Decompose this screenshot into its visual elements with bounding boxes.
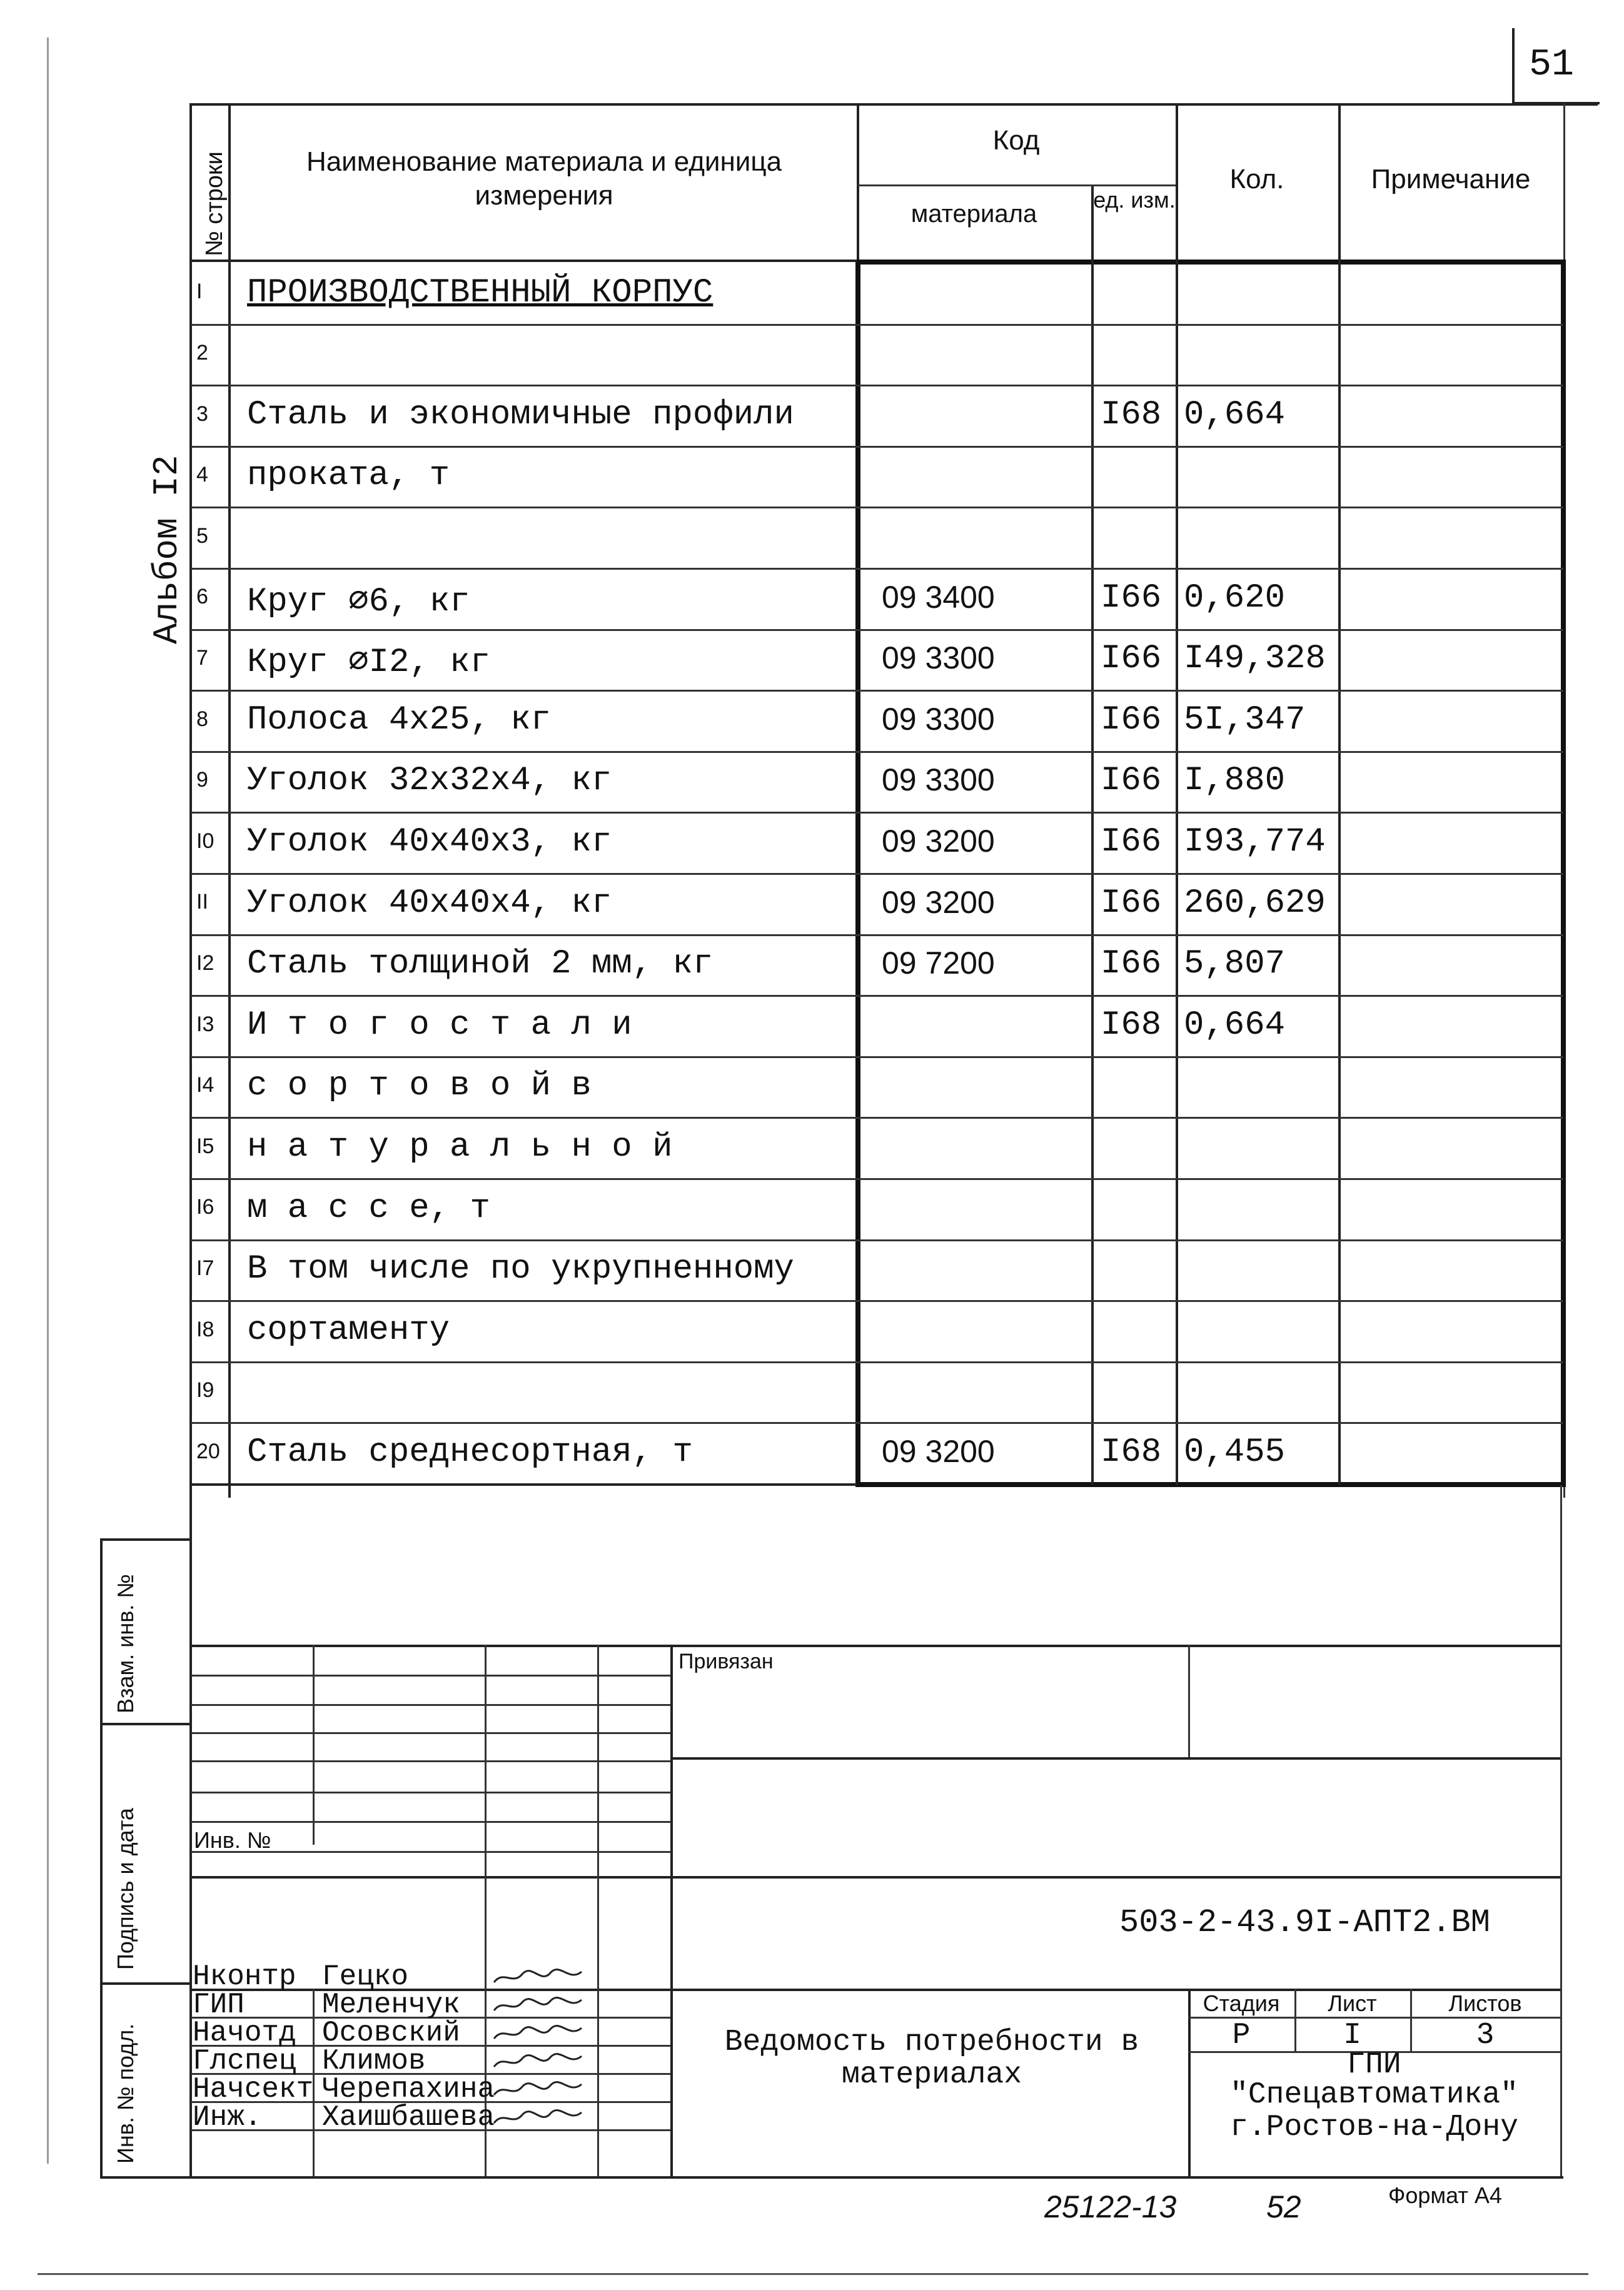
row-separator [191, 1056, 1563, 1058]
row-number: II [196, 890, 208, 914]
row-separator [191, 324, 1563, 326]
row-qty: 5,807 [1184, 945, 1286, 984]
stamp-bottom-line [100, 2176, 1563, 2179]
side-label-vzam: Взам. инв. № [113, 1573, 138, 1713]
row-separator [191, 1422, 1563, 1424]
code-subhead-line [857, 184, 1176, 186]
signature-name: Гецко [322, 1960, 409, 1993]
signature-name: Осовский [322, 2017, 460, 2049]
stamp-h1 [191, 1675, 672, 1677]
row-separator [191, 446, 1563, 448]
page-number-box-left [1512, 28, 1515, 103]
row-unit: I68 [1101, 395, 1162, 434]
row-name: проката, т [247, 456, 450, 495]
signature-role: Начотд [193, 2017, 296, 2049]
signature-scribble [491, 1995, 585, 2015]
stamp-v-privyazan [1188, 1645, 1190, 1757]
sheets-value: 3 [1476, 2019, 1495, 2052]
stamp-h5 [191, 1792, 672, 1793]
signature-scribble [491, 2079, 585, 2099]
row-number: I4 [196, 1073, 214, 1097]
row-qty: I,880 [1184, 762, 1286, 800]
table-row [0, 995, 1624, 1056]
footer-page: 52 [1266, 2189, 1301, 2224]
privyazan-label: Привязан [678, 1650, 774, 1673]
row-number: I7 [196, 1256, 214, 1280]
row-unit: I66 [1101, 578, 1162, 617]
sheets-label: Листов [1448, 1990, 1522, 2016]
signature-name: Черепахина [322, 2073, 495, 2106]
header-material: материала [910, 200, 1037, 228]
row-separator [191, 507, 1563, 508]
header-note: Примечание [1371, 164, 1531, 194]
row-name: Уголок 40х40х3, кг [247, 822, 612, 861]
row-number: I0 [196, 829, 214, 853]
sheet-value: I [1343, 2019, 1361, 2052]
org-line3: г.Ростов-на-Дону [1230, 2111, 1518, 2144]
signature-name: Хаишбашева [322, 2101, 495, 2134]
stage-label: Стадия [1203, 1990, 1280, 2016]
scan-edge-bottom [38, 2273, 1588, 2275]
row-name: Полоса 4х25, кг [247, 700, 552, 739]
stamp-h6 [191, 1821, 672, 1823]
row-separator [191, 568, 1563, 570]
row-number: I [196, 280, 203, 304]
row-number: I3 [196, 1012, 214, 1036]
page-number: 51 [1529, 44, 1575, 86]
stamp-privyazan-bottom [672, 1757, 1560, 1760]
table-row [0, 934, 1624, 996]
stamp-v-main [670, 1645, 673, 2176]
row-code: 09 3200 [882, 823, 995, 859]
stamp-h4 [191, 1760, 672, 1762]
row-unit: I66 [1101, 822, 1162, 861]
row-qty: 0,620 [1184, 578, 1286, 617]
table-row [0, 263, 1624, 324]
row-qty: I49,328 [1184, 640, 1326, 678]
row-name: Круг ∅6, кг [247, 582, 470, 621]
row-code: 09 3400 [882, 579, 995, 615]
row-name: ПРОИЗВОДСТВЕННЫЙ КОРПУС [247, 273, 714, 312]
inv-no-label: Инв. № [194, 1827, 271, 1853]
table-row [0, 324, 1624, 385]
table-row [0, 507, 1624, 568]
row-separator [191, 873, 1563, 875]
row-separator [191, 690, 1563, 692]
row-unit: I66 [1101, 945, 1162, 984]
row-number: I2 [196, 951, 214, 975]
row-number: 4 [196, 463, 208, 487]
row-number: 8 [196, 707, 208, 731]
table-row [0, 385, 1624, 446]
row-name: сортаменту [247, 1311, 450, 1349]
row-number: 6 [196, 585, 208, 609]
table-row [0, 690, 1624, 751]
scan-edge-left [47, 38, 49, 2164]
stamp-right-line [1560, 1485, 1562, 2176]
row-code: 09 3300 [882, 640, 995, 676]
table-row [0, 1422, 1624, 1483]
table-row [0, 1239, 1624, 1301]
table-row [0, 1056, 1624, 1117]
signature-scribble [491, 2023, 585, 2043]
row-number: I8 [196, 1317, 214, 1341]
row-qty: 0,455 [1184, 1433, 1286, 1471]
side-strip-left [100, 1538, 103, 2176]
row-name: Круг ∅I2, кг [247, 643, 490, 682]
row-name: с о р т о в о й в [247, 1067, 592, 1106]
header-rownum: № строки [201, 151, 228, 256]
row-separator [191, 1239, 1563, 1241]
row-number: 2 [196, 340, 208, 365]
stage-value: Р [1232, 2019, 1251, 2052]
header-bottom-line [191, 260, 857, 262]
stamp-v-role-a [313, 1645, 315, 1845]
table-row [0, 1117, 1624, 1178]
signature-scribble [491, 2051, 585, 2071]
row-number: 5 [196, 523, 208, 548]
row-qty: I93,774 [1184, 822, 1326, 861]
row-separator [191, 812, 1563, 814]
side-label-podpis: Подпись и дата [113, 1808, 138, 1970]
row-code: 09 3300 [882, 762, 995, 798]
row-code: 09 7200 [882, 946, 995, 981]
row-number: I9 [196, 1378, 214, 1403]
signature-name: Меленчук [322, 1989, 460, 2021]
row-unit: I66 [1101, 700, 1162, 739]
row-separator [191, 934, 1563, 936]
row-qty: 0,664 [1184, 1006, 1286, 1044]
signature-name: Климов [322, 2045, 426, 2077]
row-unit: I66 [1101, 640, 1162, 678]
table-row [0, 1361, 1624, 1423]
row-separator [191, 629, 1563, 631]
row-separator [191, 385, 1563, 386]
row-separator [191, 751, 1563, 753]
signature-scribble [491, 1967, 585, 1987]
signature-role: Глспец [193, 2045, 296, 2077]
row-unit: I66 [1101, 884, 1162, 922]
row-separator [191, 1178, 1563, 1180]
table-row [0, 1300, 1624, 1361]
row-code: 09 3200 [882, 884, 995, 920]
header-name: Наименование материала и единица измерения [306, 146, 782, 211]
org-line1: ГПИ [1347, 2048, 1401, 2082]
table-row [0, 629, 1624, 690]
row-name: Сталь и экономичные профили [247, 395, 794, 434]
row-number: 9 [196, 768, 208, 792]
header-unit: ед. изм. [1093, 187, 1176, 213]
side-strip-top [100, 1538, 191, 1541]
handwritten-number: 25122-13 [1044, 2189, 1177, 2224]
row-separator [191, 995, 1563, 997]
table-row [0, 446, 1624, 507]
table-row [0, 873, 1624, 934]
header-code: Код [992, 125, 1040, 156]
row-number: I6 [196, 1195, 214, 1219]
side-strip-sep2 [100, 1982, 191, 1985]
row-name: Уголок 40х40х4, кг [247, 884, 612, 922]
row-number: I5 [196, 1134, 214, 1158]
album-label: Альбом I2 [147, 455, 187, 644]
row-separator [191, 1361, 1563, 1363]
signature-role: Инж. [193, 2101, 262, 2134]
table-row [0, 751, 1624, 812]
row-code: 09 3200 [882, 1433, 995, 1469]
doc-code: 503-2-43.9I-АПТ2.ВМ [1119, 1904, 1490, 1941]
row-qty: 5I,347 [1184, 700, 1306, 739]
signature-scribble [491, 2107, 585, 2127]
sheet-label: Лист [1328, 1990, 1377, 2016]
row-unit: I68 [1101, 1433, 1162, 1471]
stamp-v-sign [597, 1645, 599, 2176]
row-unit: I68 [1101, 1006, 1162, 1044]
signature-role: Нконтр [193, 1960, 296, 1993]
row-name: И т о г о с т а л и [247, 1006, 632, 1044]
stamp-top-line [191, 1645, 1560, 1647]
table-body-bottom [191, 1483, 857, 1486]
format-label: Формат А4 [1388, 2182, 1502, 2208]
stamp-h3 [191, 1732, 672, 1734]
stamp-h2 [191, 1704, 672, 1706]
stamp-doc-top [191, 1876, 1560, 1879]
table-row [0, 812, 1624, 873]
row-name: Сталь среднесортная, т [247, 1433, 693, 1471]
row-name: н а т у р а л ь н о й [247, 1127, 673, 1166]
doc-title: Ведомость потребности в материалах [724, 2025, 1139, 2092]
row-name: м а с с е, т [247, 1189, 490, 1228]
side-label-inv-podl: Инв. № подл. [113, 2023, 138, 2164]
row-number: 20 [196, 1439, 220, 1463]
row-name: Сталь толщиной 2 мм, кг [247, 945, 714, 984]
row-number: 7 [196, 645, 208, 670]
org-line2: "Спецавтоматика" [1230, 2078, 1518, 2112]
side-strip-sep1 [100, 1723, 191, 1725]
row-qty: 260,629 [1184, 884, 1326, 922]
table-row [0, 1178, 1624, 1239]
row-unit: I66 [1101, 762, 1162, 800]
table-row [0, 568, 1624, 629]
row-number: 3 [196, 401, 208, 426]
row-separator [191, 1117, 1563, 1119]
row-name: В том числе по укрупненному [247, 1250, 794, 1289]
row-separator [191, 1300, 1563, 1302]
header-qty: Кол. [1229, 164, 1284, 194]
table-top-line [191, 103, 1598, 106]
row-qty: 0,664 [1184, 395, 1286, 434]
signature-role: ГИП [193, 1989, 245, 2021]
row-code: 09 3300 [882, 701, 995, 737]
signature-role: Начсект [193, 2073, 314, 2106]
row-name: Уголок 32х32х4, кг [247, 762, 612, 800]
